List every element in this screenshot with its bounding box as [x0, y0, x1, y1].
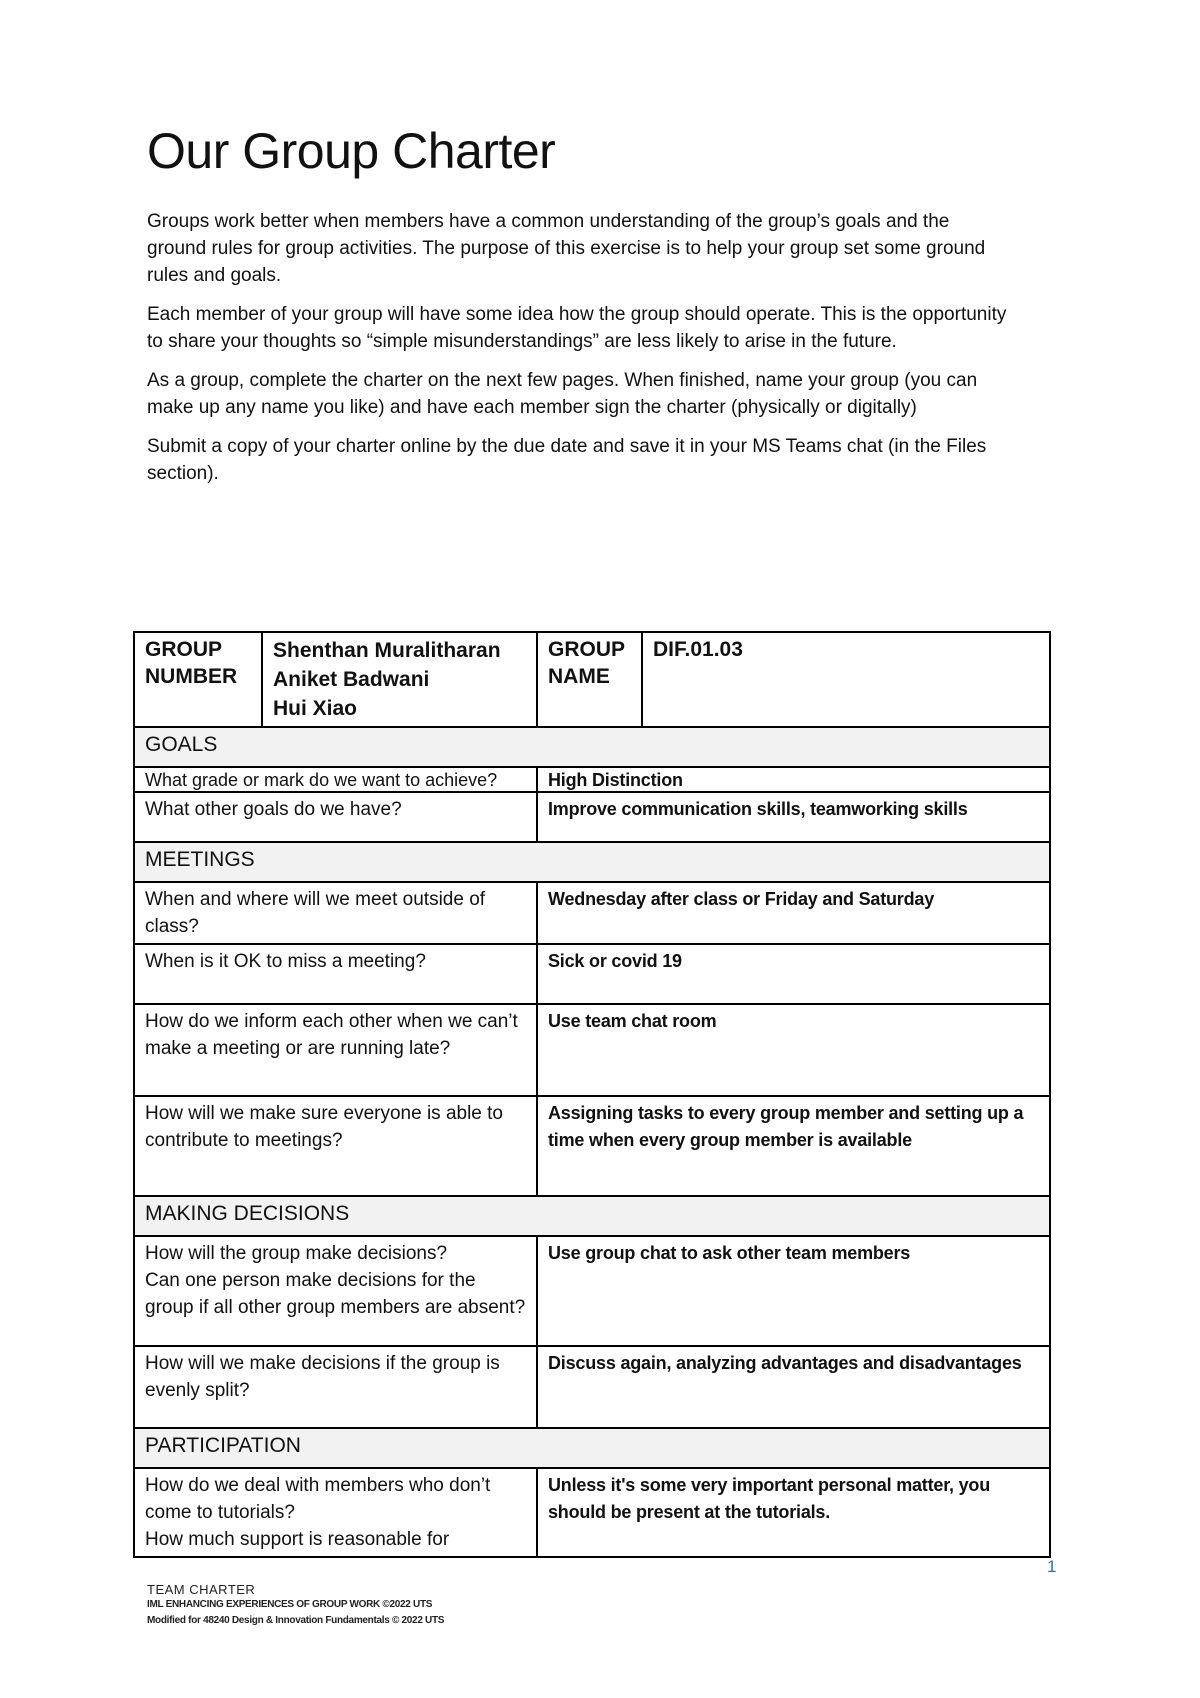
group-name-label-line: NAME	[548, 665, 610, 688]
table-row	[134, 792, 1050, 842]
group-number-label-line: GROUP	[145, 638, 223, 661]
question	[134, 1236, 537, 1346]
table-row	[134, 1004, 1050, 1096]
section-meetings	[134, 842, 1050, 882]
question: How will we make sure everyone is able to contribute to meetings?	[134, 1096, 537, 1196]
footer-modified: Modified for 48240 Design & Innovation Fundamentals © 2022 UTS	[147, 1615, 445, 1626]
answer[interactable]: Use team chat room	[537, 1004, 1050, 1096]
member-name: Hui Xiao	[273, 697, 358, 720]
section-title: MAKING DECISIONS	[134, 1196, 1050, 1236]
page-title: Our Group Charter	[147, 123, 556, 179]
question: How will we make decisions if the group is evenly split?	[134, 1346, 537, 1428]
table-row	[134, 1236, 1050, 1346]
group-number-label	[134, 632, 262, 727]
table-row	[134, 1468, 1050, 1557]
group-name-label	[537, 632, 642, 727]
answer[interactable]: Sick or covid 19	[537, 944, 1050, 1004]
section-decisions	[134, 1196, 1050, 1236]
member-name: Aniket Badwani	[273, 668, 430, 691]
table-row	[134, 1346, 1050, 1428]
question-line: How much support is reasonable for	[145, 1529, 450, 1550]
section-title: PARTICIPATION	[134, 1428, 1050, 1468]
question-line: Can one person make decisions for the group if all other group members are absent?	[145, 1270, 526, 1318]
intro-paragraph: Groups work better when members have a common understanding of the group’s goals and the ground rules for group activities. The purpose of this exercise is to help your group set some ground rules and goals.	[147, 211, 986, 286]
header-row	[134, 632, 1050, 727]
intro-text	[147, 208, 1007, 499]
footer-copyright: IML ENHANCING EXPERIENCES OF GROUP WORK ©2022 UTS	[147, 1599, 433, 1610]
answer[interactable]: Assigning tasks to every group member and setting up a time when every group member is available	[537, 1096, 1050, 1196]
question-line: How do we deal with members who don’t come to tutorials?	[145, 1475, 491, 1523]
section-goals	[134, 727, 1050, 767]
answer[interactable]: Wednesday after class or Friday and Saturday	[537, 882, 1050, 944]
intro-paragraph: Submit a copy of your charter online by the due date and save it in your MS Teams chat (in the Files section).	[147, 436, 987, 484]
table-row	[134, 944, 1050, 1004]
page-number: 1	[1047, 1557, 1057, 1576]
answer[interactable]: Improve communication skills, teamworking skills	[537, 792, 1050, 842]
intro-paragraph: Each member of your group will have some idea how the group should operate. This is the opportunity to share your thoughts so “simple misunderstandings” are less likely to arise in the future.	[147, 304, 1007, 352]
section-title: GOALS	[134, 727, 1050, 767]
question-line: How will the group make decisions?	[145, 1243, 448, 1264]
answer[interactable]: Discuss again, analyzing advantages and disadvantages	[537, 1346, 1050, 1428]
footer	[147, 1582, 444, 1629]
question	[134, 1468, 537, 1557]
table-row	[134, 1096, 1050, 1196]
answer[interactable]: High Distinction	[537, 767, 1050, 792]
charter-table	[133, 631, 1051, 1558]
answer[interactable]: Use group chat to ask other team members	[537, 1236, 1050, 1346]
group-name-value[interactable]: DIF.01.03	[642, 632, 1050, 727]
table-row	[134, 882, 1050, 944]
question: How do we inform each other when we can’t make a meeting or are running late?	[134, 1004, 537, 1096]
table-row	[134, 767, 1050, 792]
member-name: Shenthan Muralitharan	[273, 639, 501, 662]
question: When is it OK to miss a meeting?	[134, 944, 537, 1004]
section-participation	[134, 1428, 1050, 1468]
answer[interactable]: Unless it's some very important personal matter, you should be present at the tutorials.	[537, 1468, 1050, 1557]
question: What grade or mark do we want to achieve?	[134, 767, 537, 792]
group-number-label-line: NUMBER	[145, 665, 238, 688]
question: What other goals do we have?	[134, 792, 537, 842]
section-title: MEETINGS	[134, 842, 1050, 882]
group-name-label-line: GROUP	[548, 638, 626, 661]
footer-title: TEAM CHARTER	[147, 1582, 256, 1597]
group-members[interactable]	[262, 632, 537, 727]
question: When and where will we meet outside of class?	[134, 882, 537, 944]
intro-paragraph: As a group, complete the charter on the next few pages. When finished, name your group (you can make up any name you like) and have each member sign the charter (physically or digitally)	[147, 370, 978, 418]
